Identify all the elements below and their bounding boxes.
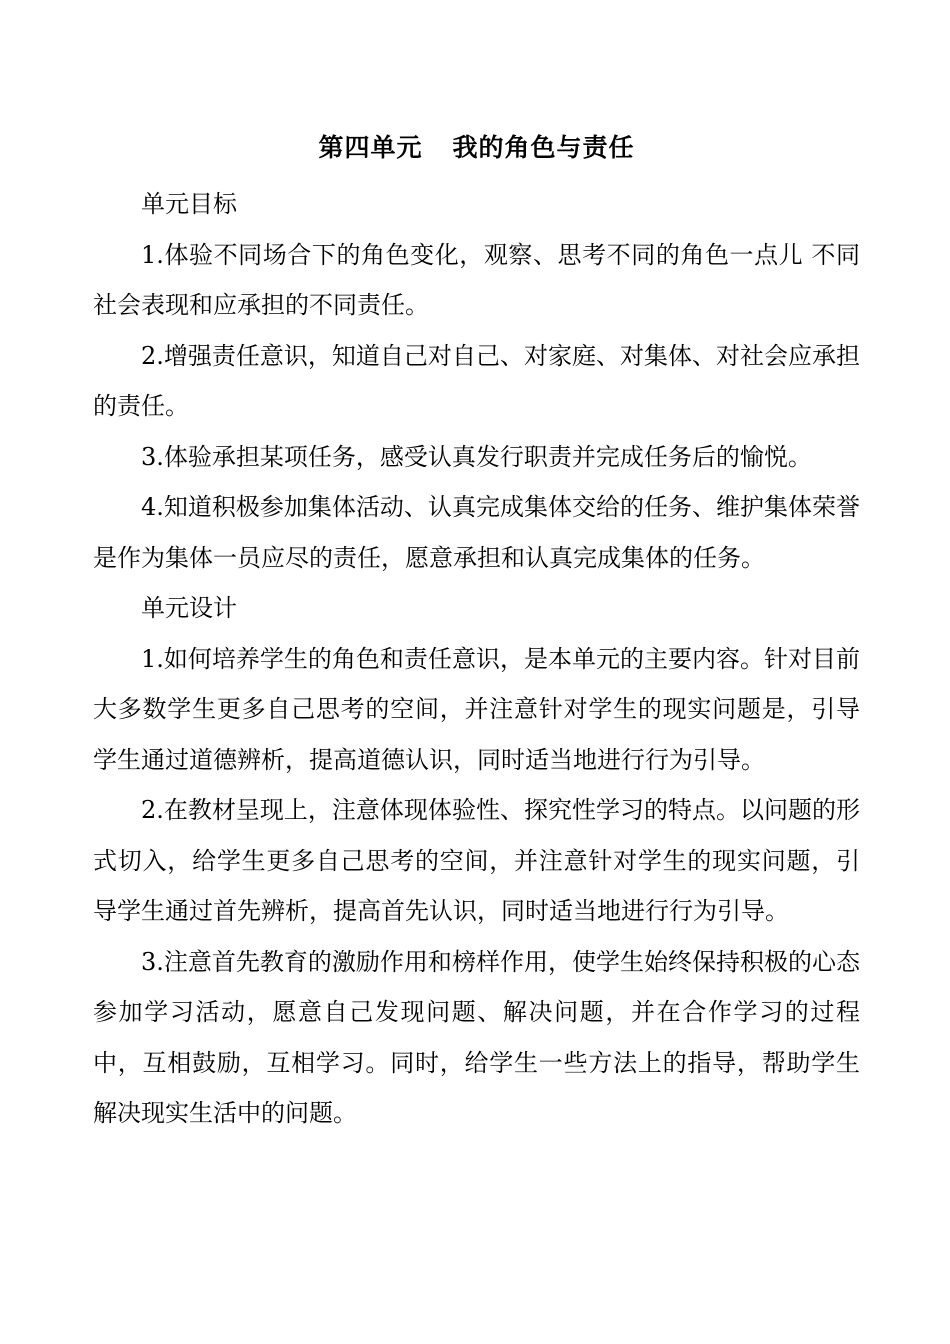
title-unit-number: 第四单元 bbox=[318, 133, 423, 162]
paragraph: 3.体验承担某项任务，感受认真发行职责并完成任务后的愉悦。 bbox=[141, 442, 812, 471]
paragraph: 1.如何培养学生的角色和责任意识，是本单元的主要内容。针对目前大多数学生更多自己思考的空间，并注意针对学生的现实问题是，引导学生通过道德辨析，提高道德认识，同时适当地进行行为引导。 bbox=[93, 644, 860, 774]
paragraph: 1.体验不同场合下的角色变化，观察、思考不同的角色一点儿 不同社会表现和应承担的不同责任。 bbox=[93, 240, 860, 319]
section-unit-design bbox=[93, 583, 860, 1139]
paragraph: 4.知道积极参加集体活动、认真完成集体交给的任务、维护集体荣誉是作为集体一员应尽的责任，愿意承担和认真完成集体的任务。 bbox=[93, 493, 860, 572]
document-page bbox=[93, 128, 860, 1139]
paragraph: 2.在教材呈现上，注意体现体验性、探究性学习的特点。以问题的形式切入，给学生更多自己思考的空间，并注意针对学生的现实问题，引导学生通过首先辨析，提高首先认识，同时适当地进行行为引导。 bbox=[93, 796, 860, 925]
paragraph: 2.增强责任意识，知道自己对自己、对家庭、对集体、对社会应承担的责任。 bbox=[93, 341, 860, 420]
section-heading: 单元目标 bbox=[141, 190, 237, 218]
paragraph: 3.注意首先教育的激励作用和榜样作用，使学生始终保持积极的心态参加学习活动，愿意自己发现问题、解决问题，并在合作学习的过程中，互相鼓励，互相学习。同时，给学生一些方法上的指导，帮助学生解决现实生活中的问题。 bbox=[93, 947, 860, 1127]
section-heading: 单元设计 bbox=[141, 594, 237, 622]
title-unit-name: 我的角色与责任 bbox=[452, 133, 635, 162]
document-title bbox=[93, 128, 860, 168]
section-unit-goals bbox=[93, 179, 860, 583]
